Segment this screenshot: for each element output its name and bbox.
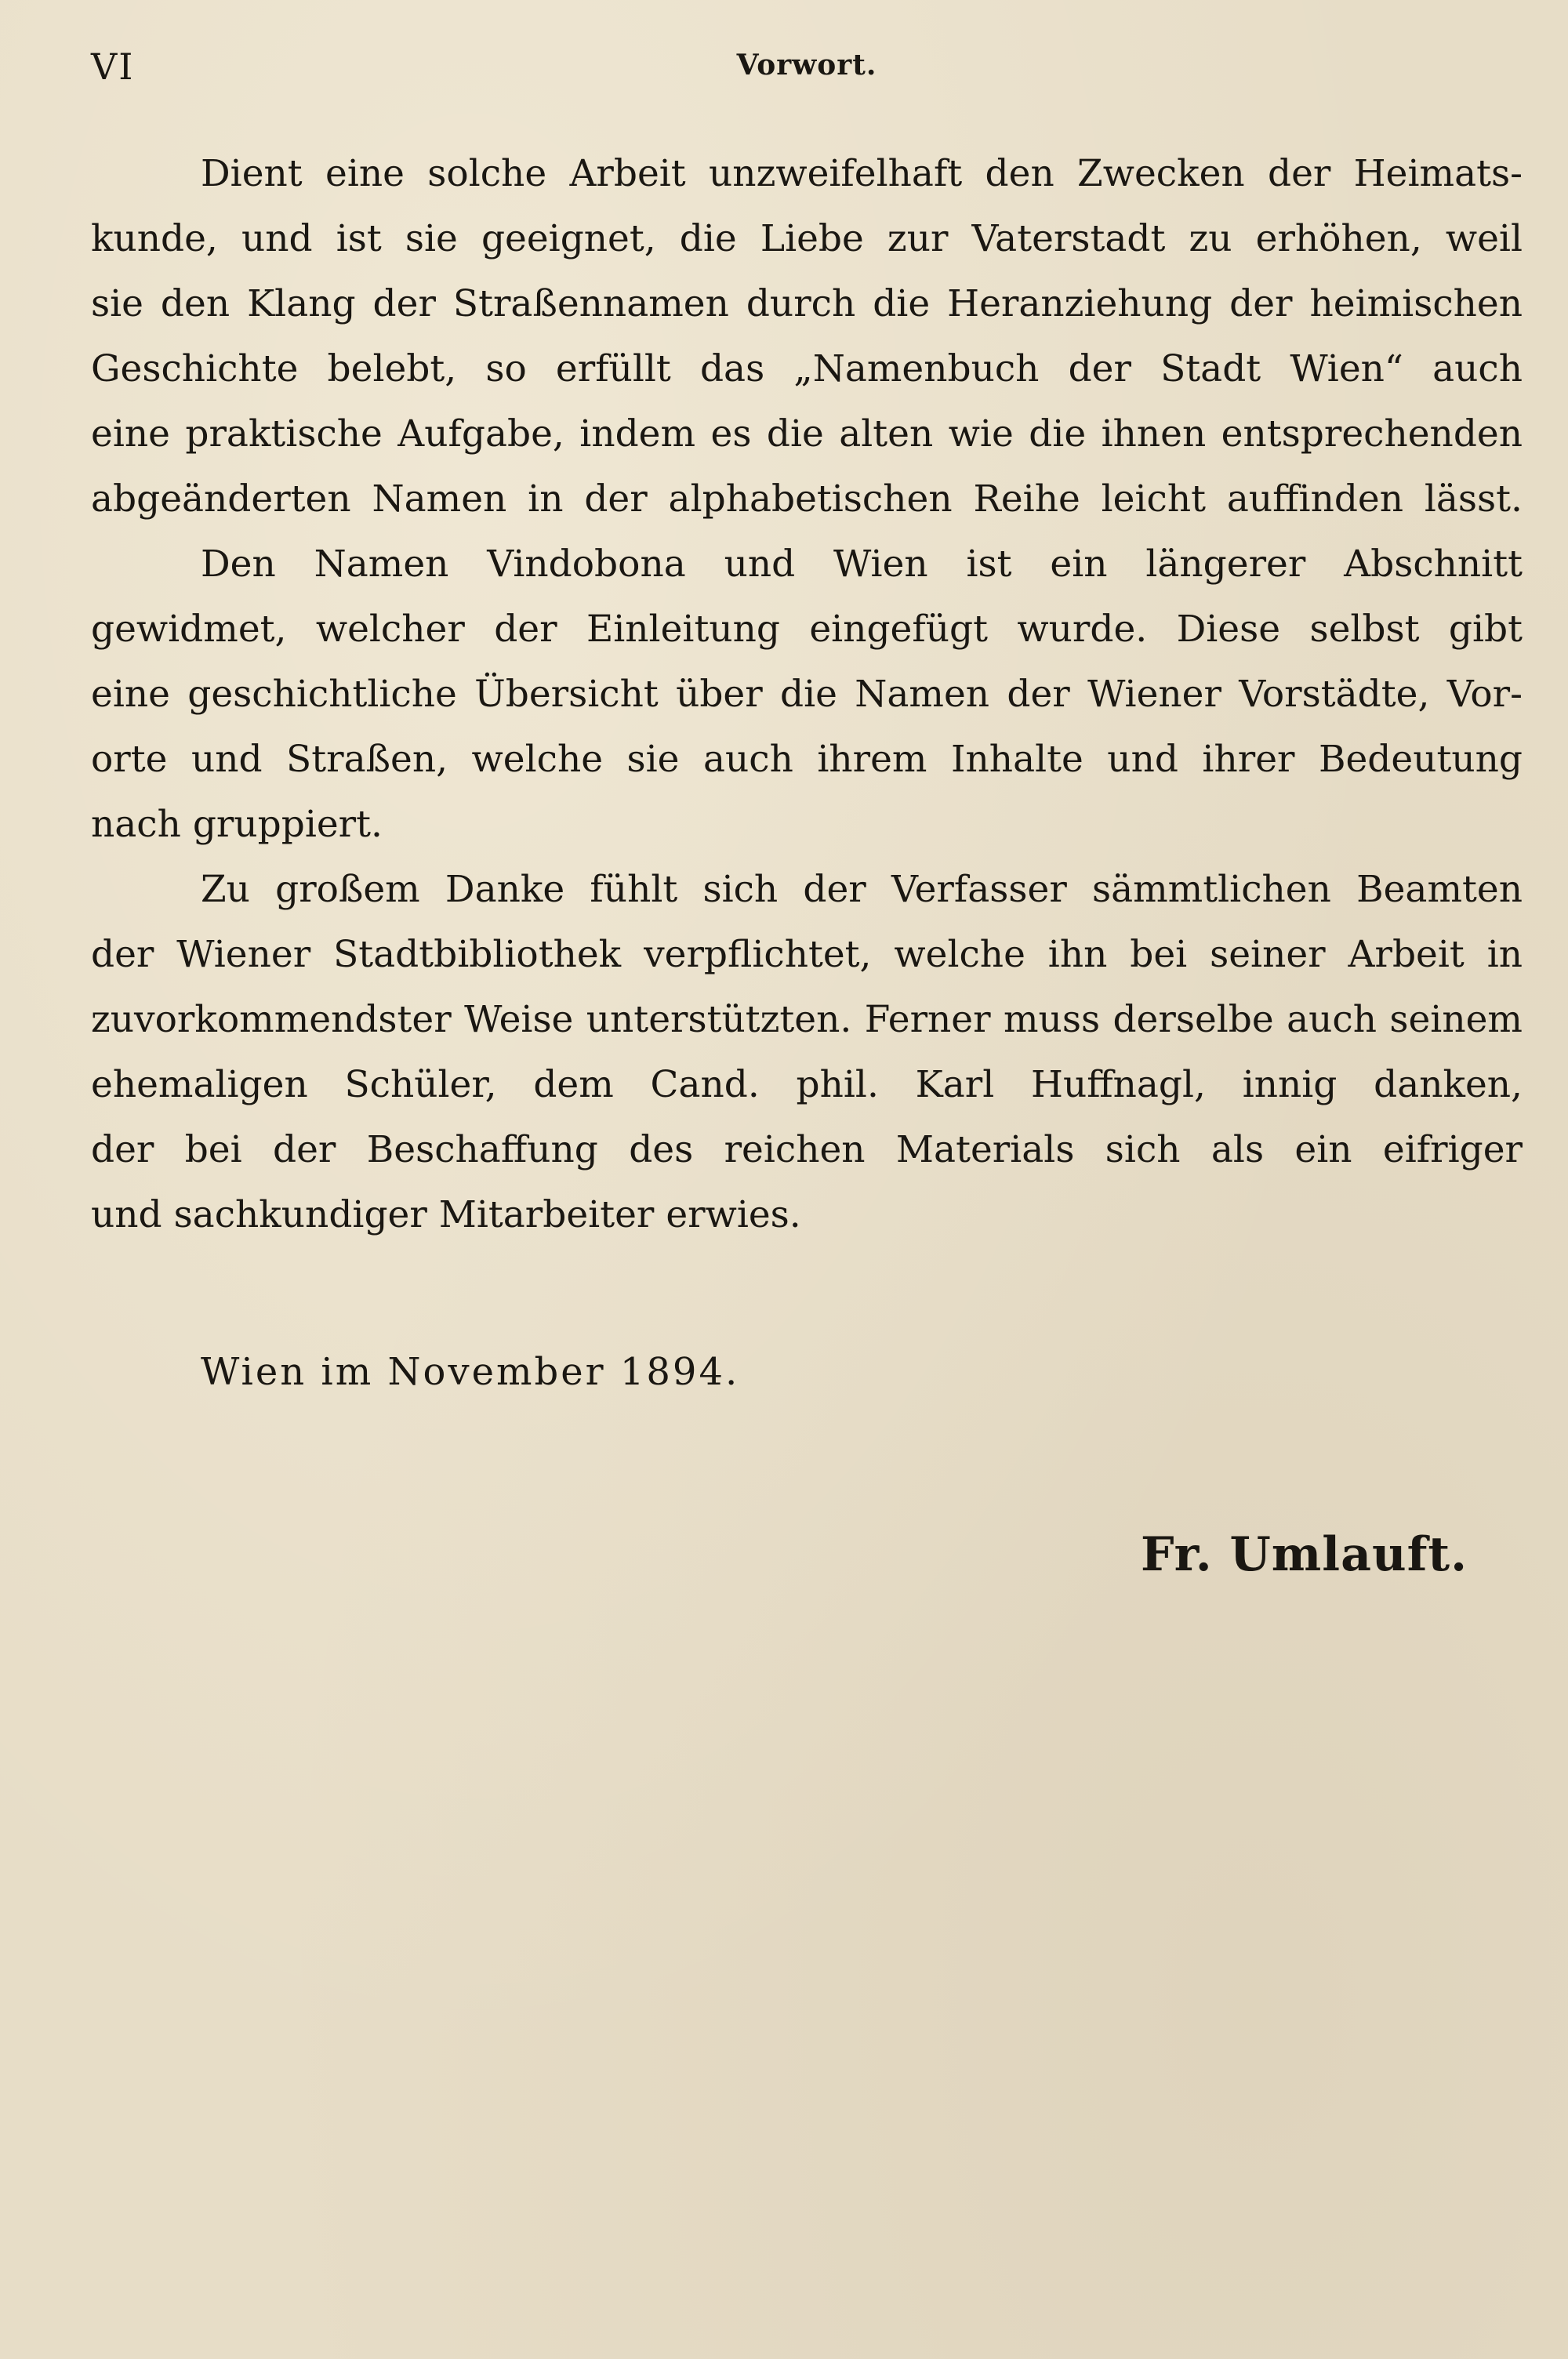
- text-line: abgeänderten Namen in der alphabetischen Reihe leicht auffinden lässt.: [91, 477, 1523, 521]
- paragraph-3: [91, 857, 1523, 1247]
- text-line: kunde, und ist sie geeignet, die Liebe zur Vaterstadt zu erhöhen, weil: [91, 217, 1523, 260]
- text-line: sie den Klang der Straßennamen durch die Heranziehung der heimischen: [91, 282, 1523, 325]
- text-line: und sachkundiger Mitarbeiter erwies.: [91, 1193, 801, 1236]
- text-line: Geschichte belebt, so erfüllt das „Namenbuch der Stadt Wien“ auch: [91, 347, 1523, 390]
- text-line: Zu großem Danke fühlt sich der Verfasser sämmtlichen Beamten: [201, 868, 1523, 911]
- text-line: gewidmet, welcher der Einleitung eingefügt wurde. Diese selbst gibt: [91, 608, 1523, 651]
- text-line: der Wiener Stadtbibliothek verpflichtet, welche ihn bei seiner Arbeit in: [91, 933, 1523, 976]
- text-line: Dient eine solche Arbeit unzweifelhaft den Zwecken der Heimats-: [201, 152, 1523, 195]
- author-signature: Fr. Umlauft.: [1141, 1527, 1468, 1582]
- running-head: [91, 45, 1523, 93]
- body-text: [91, 141, 1523, 1247]
- place-date: Wien im November 1894.: [201, 1350, 740, 1394]
- text-line: Den Namen Vindobona und Wien ist ein längerer Abschnitt: [201, 543, 1523, 586]
- text-line: ehemaligen Schüler, dem Cand. phil. Karl Huffnagl, innig danken,: [91, 1063, 1523, 1106]
- text-line: nach gruppiert.: [91, 803, 383, 846]
- running-title: Vorwort.: [736, 49, 877, 82]
- text-line: eine geschichtliche Übersicht über die Namen der Wiener Vorstädte, Vor-: [91, 673, 1523, 716]
- paragraph-1: [91, 141, 1523, 532]
- page-number: VI: [91, 45, 135, 88]
- paragraph-2: [91, 532, 1523, 857]
- text-line: der bei der Beschaffung des reichen Materials sich als ein eifriger: [91, 1128, 1523, 1171]
- text-line: eine praktische Aufgabe, indem es die alten wie die ihnen entsprechenden: [91, 412, 1523, 455]
- text-line: zuvorkommendster Weise unterstützten. Ferner muss derselbe auch seinem: [91, 998, 1523, 1041]
- text-line: orte und Straßen, welche sie auch ihrem Inhalte und ihrer Bedeutung: [91, 738, 1523, 781]
